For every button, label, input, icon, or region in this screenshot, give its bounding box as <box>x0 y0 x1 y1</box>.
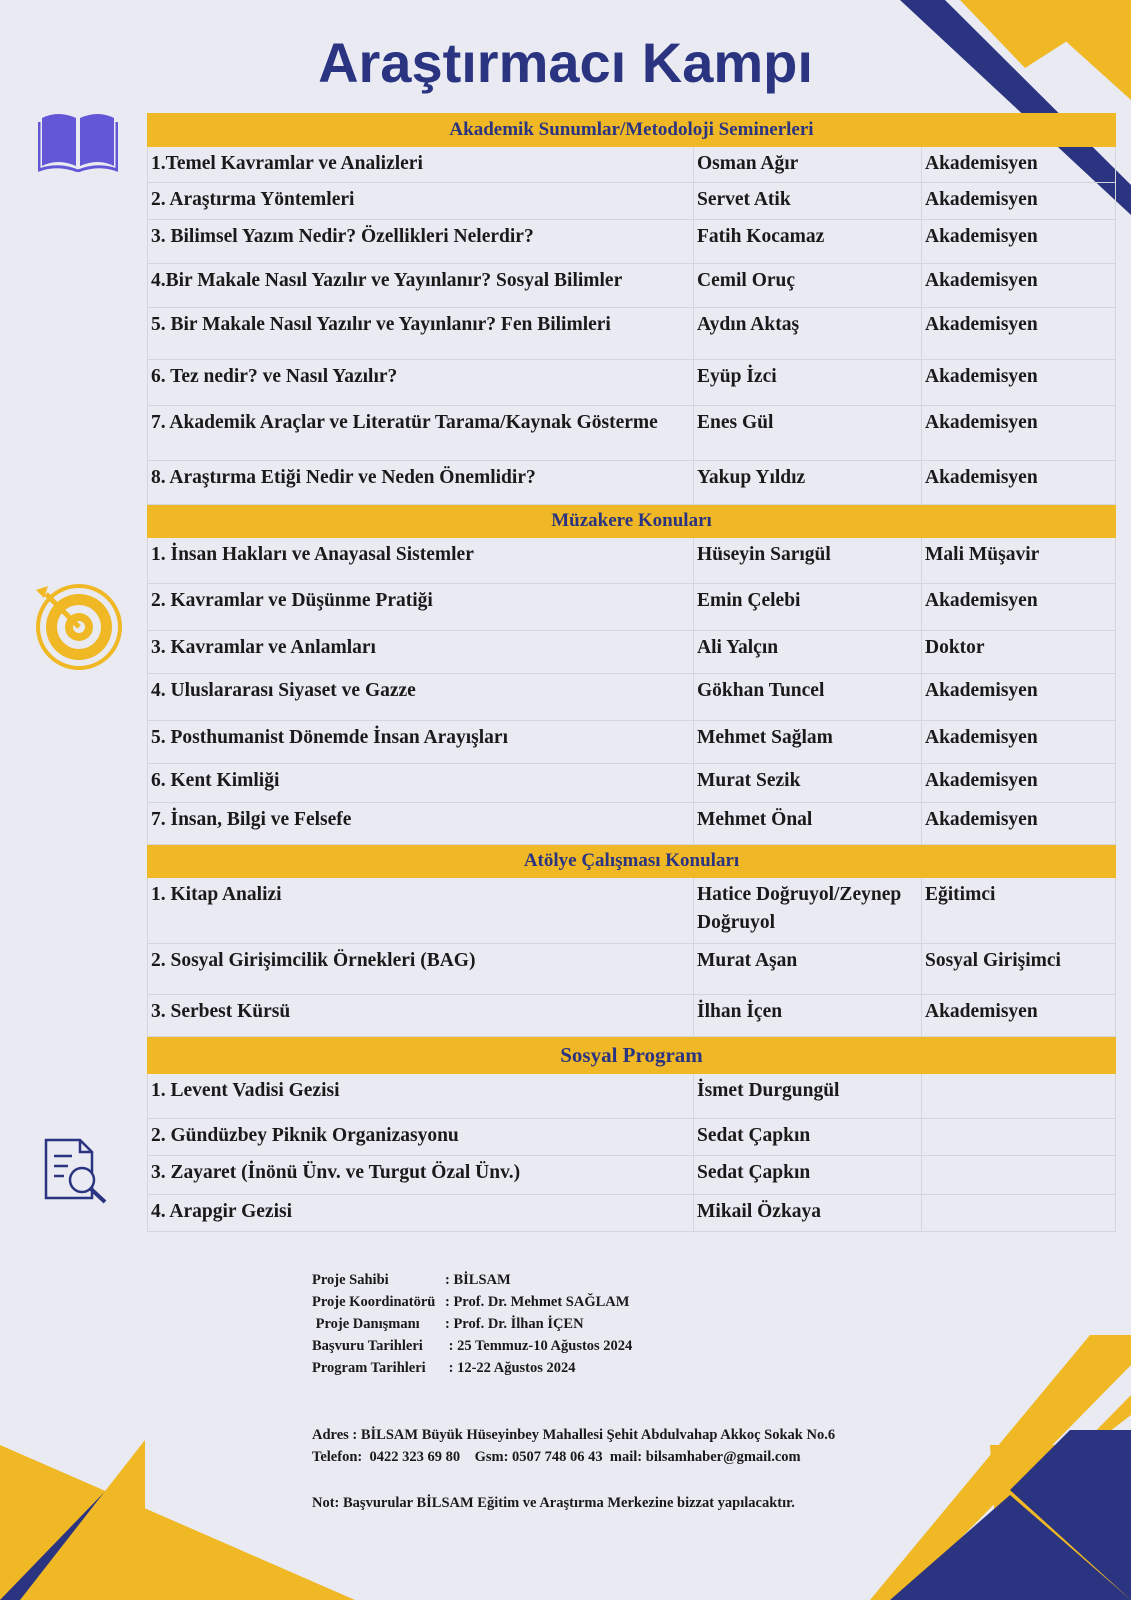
table-row <box>148 944 1116 995</box>
role-cell: Akademisyen <box>922 803 1116 845</box>
topic-cell: 1. İnsan Hakları ve Anayasal Sistemler <box>148 538 694 584</box>
topic-cell: 7. İnsan, Bilgi ve Felsefe <box>148 803 694 845</box>
speaker-cell: Emin Çelebi <box>694 584 922 631</box>
table-row <box>148 461 1116 505</box>
table-row <box>148 264 1116 308</box>
project-info <box>312 1269 632 1379</box>
table-row <box>148 183 1116 220</box>
speaker-cell: Hüseyin Sarıgül <box>694 538 922 584</box>
table-row <box>148 1156 1116 1195</box>
topic-cell: 2. Sosyal Girişimcilik Örnekleri (BAG) <box>148 944 694 995</box>
role-cell: Akademisyen <box>922 995 1116 1037</box>
speaker-cell: Mikail Özkaya <box>694 1195 922 1232</box>
bottom-left-decoration <box>0 1440 360 1600</box>
speaker-cell: İsmet Durgungül <box>694 1074 922 1119</box>
section-header <box>148 845 1116 878</box>
role-cell: Sosyal Girişimci <box>922 944 1116 995</box>
speaker-cell: Fatih Kocamaz <box>694 220 922 264</box>
role-cell: Mali Müşavir <box>922 538 1116 584</box>
table-row <box>148 674 1116 721</box>
table-row <box>148 308 1116 360</box>
role-cell: Akademisyen <box>922 584 1116 631</box>
section-title: Sosyal Program <box>148 1037 1116 1074</box>
role-cell: Akademisyen <box>922 183 1116 220</box>
role-cell: Akademisyen <box>922 674 1116 721</box>
speaker-cell: Aydın Aktaş <box>694 308 922 360</box>
role-cell <box>922 1119 1116 1156</box>
speaker-cell: Ali Yalçın <box>694 631 922 674</box>
table-row <box>148 764 1116 803</box>
contact-phone: Telefon: 0422 323 69 80 Gsm: 0507 748 06 43 mail: bilsamhaber@gmail.com <box>312 1449 801 1465</box>
topic-cell: 3. Bilimsel Yazım Nedir? Özellikleri Nelerdir? <box>148 220 694 264</box>
role-cell: Akademisyen <box>922 308 1116 360</box>
speaker-cell: Servet Atik <box>694 183 922 220</box>
speaker-cell: Enes Gül <box>694 406 922 461</box>
topic-cell: 3. Zayaret (İnönü Ünv. ve Turgut Özal Ünv.) <box>148 1156 694 1195</box>
table-row <box>148 995 1116 1037</box>
speaker-cell: İlhan İçen <box>694 995 922 1037</box>
project-info-row: Proje Danışmanı : Prof. Dr. İlhan İÇEN <box>312 1316 584 1332</box>
topic-cell: 6. Tez nedir? ve Nasıl Yazılır? <box>148 360 694 406</box>
application-note: Not: Başvurular BİLSAM Eğitim ve Araştırma Merkezine bizzat yapılacaktır. <box>312 1495 795 1511</box>
section-header <box>148 114 1116 147</box>
topic-cell: 4.Bir Makale Nasıl Yazılır ve Yayınlanır? Sosyal Bilimler <box>148 264 694 308</box>
book-icon <box>38 108 118 172</box>
topic-cell: 2. Araştırma Yöntemleri <box>148 183 694 220</box>
section-header <box>148 505 1116 538</box>
speaker-cell: Mehmet Önal <box>694 803 922 845</box>
table-row <box>148 147 1116 183</box>
speaker-cell: Hatice Doğruyol/Zeynep Doğruyol <box>694 878 922 944</box>
role-cell: Eğitimci <box>922 878 1116 944</box>
speaker-cell: Mehmet Sağlam <box>694 721 922 764</box>
project-info-row: Proje Sahibi : BİLSAM <box>312 1272 511 1288</box>
speaker-cell: Murat Sezik <box>694 764 922 803</box>
table-row <box>148 878 1116 944</box>
table-row <box>148 538 1116 584</box>
table-row <box>148 360 1116 406</box>
topic-cell: 3. Kavramlar ve Anlamları <box>148 631 694 674</box>
speaker-cell: Gökhan Tuncel <box>694 674 922 721</box>
topic-cell: 5. Bir Makale Nasıl Yazılır ve Yayınlanır? Fen Bilimleri <box>148 308 694 360</box>
contact-info <box>312 1424 835 1468</box>
project-info-row: Proje Koordinatörü : Prof. Dr. Mehmet SAĞLAM <box>312 1294 630 1310</box>
role-cell <box>922 1156 1116 1195</box>
topic-cell: 1. Levent Vadisi Gezisi <box>148 1074 694 1119</box>
document-search-icon <box>42 1136 110 1204</box>
role-cell: Akademisyen <box>922 147 1116 183</box>
topic-cell: 4. Uluslararası Siyaset ve Gazze <box>148 674 694 721</box>
role-cell: Akademisyen <box>922 461 1116 505</box>
role-cell: Akademisyen <box>922 406 1116 461</box>
table-row <box>148 220 1116 264</box>
topic-cell: 7. Akademik Araçlar ve Literatür Tarama/Kaynak Gösterme <box>148 406 694 461</box>
speaker-cell: Sedat Çapkın <box>694 1156 922 1195</box>
topic-cell: 2. Kavramlar ve Düşünme Pratiği <box>148 584 694 631</box>
topic-cell: 4. Arapgir Gezisi <box>148 1195 694 1232</box>
topic-cell: 8. Araştırma Etiği Nedir ve Neden Önemlidir? <box>148 461 694 505</box>
topic-cell: 1.Temel Kavramlar ve Analizleri <box>148 147 694 183</box>
table-row <box>148 1195 1116 1232</box>
table-row <box>148 1119 1116 1156</box>
target-icon <box>34 582 122 670</box>
table-row <box>148 803 1116 845</box>
section-header <box>148 1037 1116 1074</box>
speaker-cell: Sedat Çapkın <box>694 1119 922 1156</box>
topic-cell: 3. Serbest Kürsü <box>148 995 694 1037</box>
section-title: Atölye Çalışması Konuları <box>148 845 1116 878</box>
table-row <box>148 584 1116 631</box>
role-cell: Akademisyen <box>922 220 1116 264</box>
section-title: Müzakere Konuları <box>148 505 1116 538</box>
program-table <box>147 113 1116 1232</box>
table-row <box>148 406 1116 461</box>
page-title: Araştırmacı Kampı <box>318 31 813 94</box>
speaker-cell: Murat Aşan <box>694 944 922 995</box>
topic-cell: 6. Kent Kimliği <box>148 764 694 803</box>
table-row <box>148 631 1116 674</box>
speaker-cell: Eyüp İzci <box>694 360 922 406</box>
speaker-cell: Cemil Oruç <box>694 264 922 308</box>
project-info-row: Program Tarihleri : 12-22 Ağustos 2024 <box>312 1360 576 1376</box>
role-cell: Doktor <box>922 631 1116 674</box>
topic-cell: 5. Posthumanist Dönemde İnsan Arayışları <box>148 721 694 764</box>
role-cell: Akademisyen <box>922 764 1116 803</box>
section-title: Akademik Sunumlar/Metodoloji Seminerleri <box>148 114 1116 147</box>
bottom-right-decoration <box>870 1335 1131 1600</box>
speaker-cell: Osman Ağır <box>694 147 922 183</box>
project-info-row: Başvuru Tarihleri : 25 Temmuz-10 Ağustos 2024 <box>312 1338 633 1354</box>
topic-cell: 1. Kitap Analizi <box>148 878 694 944</box>
role-cell <box>922 1074 1116 1119</box>
role-cell: Akademisyen <box>922 721 1116 764</box>
role-cell <box>922 1195 1116 1232</box>
topic-cell: 2. Gündüzbey Piknik Organizasyonu <box>148 1119 694 1156</box>
role-cell: Akademisyen <box>922 360 1116 406</box>
contact-address: Adres : BİLSAM Büyük Hüseyinbey Mahallesi Şehit Abdulvahap Akkoç Sokak No.6 <box>312 1427 836 1443</box>
speaker-cell: Yakup Yıldız <box>694 461 922 505</box>
table-row <box>148 1074 1116 1119</box>
table-row <box>148 721 1116 764</box>
role-cell: Akademisyen <box>922 264 1116 308</box>
